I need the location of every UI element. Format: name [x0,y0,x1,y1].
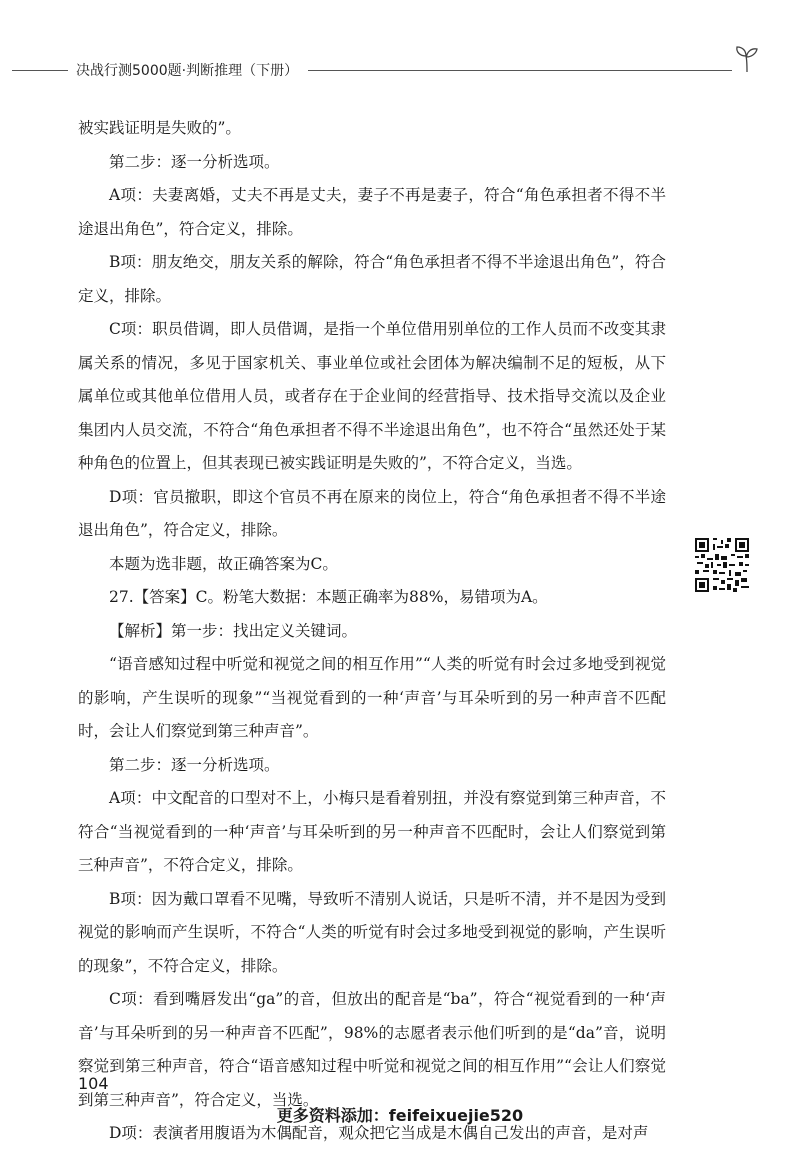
paragraph: D项：表演者用腹语为木偶配音，观众把它当成是木偶自己发出的声音，是对声 [109,1124,649,1142]
header-title: 决战行测5000题·判断推理（下册） [76,63,299,79]
paragraph: A项：中文配音的口型对不上，小梅只是看着别扭，并没有察觉到第三种声音，不符合“当视觉看到的一种‘声音’与耳朵听到的另一种声音不匹配时，会让人们察觉到第三种声音”，不符合定义，排除。 [78,789,666,874]
header-rule-left [12,70,68,71]
paragraph: C项：看到嘴唇发出“ga”的音，但放出的配音是“ba”，符合“视觉看到的一种‘声音’与耳朵听到的另一种声音不匹配”，98%的志愿者表示他们听到的是“da”音，说明察觉到第三种声音，符合“语音感知过程中听觉和视觉之间的相互作用”“会让人们察觉到第三种声音”，符合定义，当选。 [78,990,666,1109]
paragraph: 【解析】第一步：找出定义关键词。 [109,621,358,640]
paragraph: D项：官员撤职，即这个官员不再在原来的岗位上，符合“角色承担者不得不半途退出角色”，符合定义，排除。 [78,487,666,539]
qr-code-icon [695,538,749,592]
paragraph: “语音感知过程中听觉和视觉之间的相互作用”“人类的听觉有时会过多地受到视觉的影响，产生误听的现象”“当视觉看到的一种‘声音’与耳朵听到的另一种声音不匹配时，会让人们察觉到第三种声音”。 [78,655,666,740]
header-rule-right [308,70,732,71]
running-header [12,58,760,82]
paragraph: 本题为选非题，故正确答案为C。 [109,554,338,573]
paragraph: 被实践证明是失败的”。 [78,119,241,137]
paragraph: 第二步：逐一分析选项。 [109,755,280,774]
paragraph: 第二步：逐一分析选项。 [109,152,280,171]
paragraph: A项：夫妻离婚，丈夫不再是丈夫，妻子不再是妻子，符合“角色承担者不得不半途退出角色”，符合定义，排除。 [78,186,666,238]
paragraph: C项：职员借调，即人员借调，是指一个单位借用别单位的工作人员而不改变其隶属关系的情况，多见于国家机关、事业单位或社会团体为解决编制不足的短板，从下属单位或其他单位借用人员，或者存在于企业间的经营指导、技术指导交流以及企业集团内人员交流，不符合“角色承担者不得不半途退出角色”，也不符合“虽然还处于某种角色的位置上，但其表现已被实践证明是失败的”，不符合定义，当选。 [78,320,666,472]
answer-line: 27.【答案】C。粉笔大数据：本题正确率为88%，易错项为A。 [109,588,548,606]
sprout-icon [734,44,760,74]
footer-note: 更多资料添加：feifeixuejie520 [276,1106,524,1125]
paragraph: B项：因为戴口罩看不见嘴，导致听不清别人说话，只是听不清，并不是因为受到视觉的影响而产生误听，不符合“人类的听觉有时会过多地受到视觉的影响，产生误听的现象”，不符合定义，排除。 [78,889,666,975]
body-text [78,112,666,1151]
page-number: 104 [78,1074,109,1093]
paragraph: B项：朋友绝交，朋友关系的解除，符合“角色承担者不得不半途退出角色”，符合定义，排除。 [78,253,666,305]
